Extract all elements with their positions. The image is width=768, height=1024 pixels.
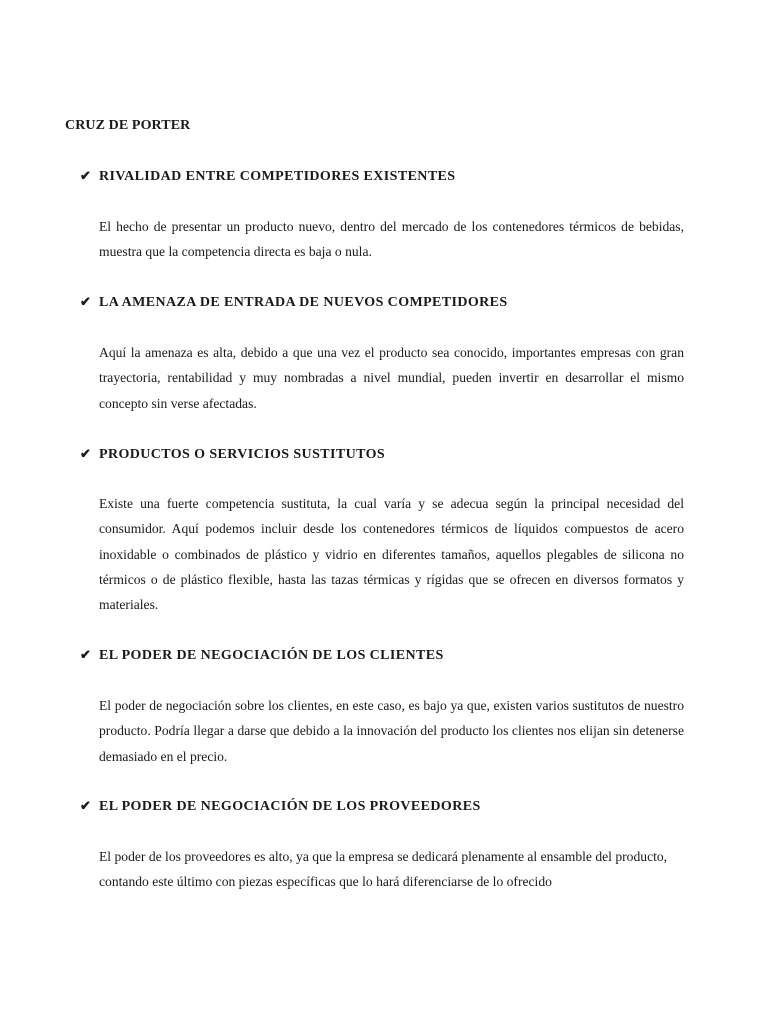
section-heading-rivalidad bbox=[80, 168, 455, 185]
section-paragraph-clientes: El poder de negociación sobre los clientes, en este caso, es bajo ya que, existen varios sustitutos de nuestro producto. Podría llegar a darse que debido a la innovación del producto los clientes nos elijan sin detenerse demasiado en el precio. bbox=[99, 698, 684, 764]
section-heading-label: EL PODER DE NEGOCIACIÓN DE LOS PROVEEDORES bbox=[99, 799, 481, 814]
section-paragraph-amenaza: Aquí la amenaza es alta, debido a que una vez el producto sea conocido, importantes empresas con gran trayectoria, rentabilidad y muy nombradas a nivel mundial, pueden invertir en desarrollar el mismo concepto sin verse afectadas. bbox=[99, 345, 684, 411]
check-icon: ✔ bbox=[80, 446, 92, 461]
check-icon: ✔ bbox=[80, 647, 92, 662]
section-paragraph-rivalidad: El hecho de presentar un producto nuevo, dentro del mercado de los contenedores térmicos de bebidas, muestra que la competencia directa es baja o nula. bbox=[99, 219, 684, 260]
check-icon: ✔ bbox=[80, 168, 92, 183]
section-heading-amenaza bbox=[80, 294, 508, 311]
section-heading-label: LA AMENAZA DE ENTRADA DE NUEVOS COMPETIDORES bbox=[99, 295, 508, 310]
check-icon: ✔ bbox=[80, 294, 92, 309]
document-title: CRUZ DE PORTER bbox=[65, 118, 191, 133]
section-heading-proveedores bbox=[80, 798, 481, 815]
check-icon: ✔ bbox=[80, 798, 92, 813]
section-heading-label: PRODUCTOS O SERVICIOS SUSTITUTOS bbox=[99, 447, 386, 462]
section-heading-label: EL PODER DE NEGOCIACIÓN DE LOS CLIENTES bbox=[99, 648, 444, 663]
section-heading-clientes bbox=[80, 647, 444, 664]
section-paragraph-sustitutos: Existe una fuerte competencia sustituta, la cual varía y se adecua según la principal necesidad del consumidor. Aquí podemos incluir desde los contenedores térmicos de líquidos compuestos de acero inoxidable o combinados de plástico y vidrio en diferentes tamaños, aquellos plegables de silicona no térmicos o de plástico flexible, hasta las tazas térmicas y rígidas que se ofrecen en diversos formatos y materiales. bbox=[99, 496, 684, 613]
section-heading-label: RIVALIDAD ENTRE COMPETIDORES EXISTENTES bbox=[99, 169, 456, 184]
section-heading-sustitutos bbox=[80, 446, 385, 463]
section-paragraph-proveedores: El poder de los proveedores es alto, ya que la empresa se dedicará plenamente al ensamble del producto, contando este último con piezas específicas que lo hará diferenciarse de lo ofrecido bbox=[99, 849, 668, 890]
